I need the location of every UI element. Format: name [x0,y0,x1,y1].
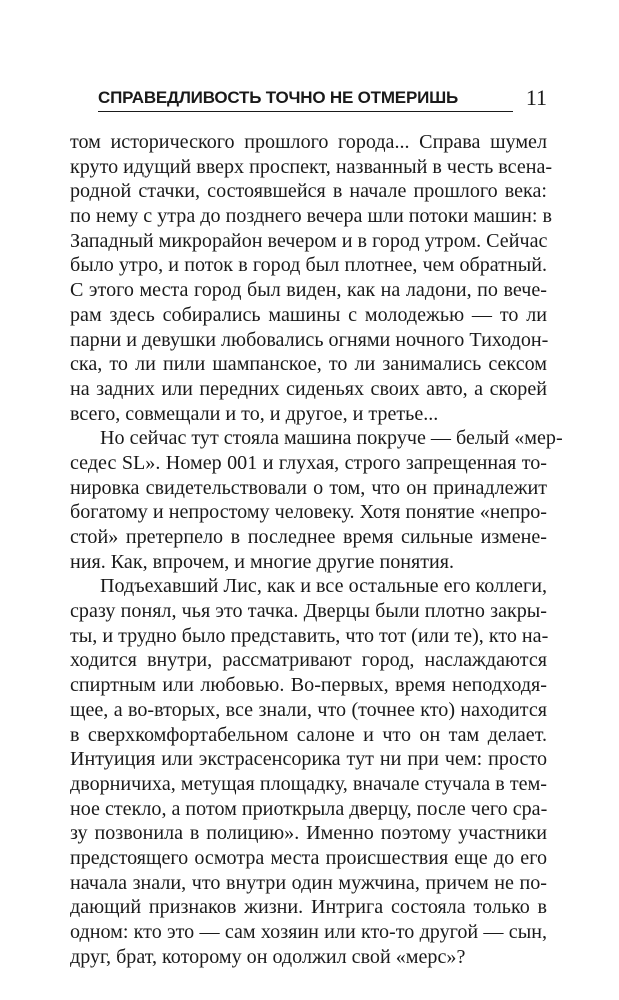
text-line: Интуиция или экстрасенсорика тут ни при чем: просто [70,748,547,771]
text-line: круто идущий вверх проспект, названный в честь всена- [70,155,553,178]
text-line: щее, а во-вторых, все знали, что (точнее кто) находится [70,698,547,721]
header-rule [98,111,513,112]
text-line: дворничиха, метущая площадку, вначале стучала в тем- [70,772,547,795]
text-line: парни и девушки любовались огнями ночного Тиходон- [70,328,549,351]
text-line: всего, совмещали и то, и другое, и третье... [70,402,439,425]
text-line: богатому и непростому человеку. Хотя понятие «непро- [70,501,547,524]
text-line: ты, и трудно было представить, что тот (или те), кто на- [70,624,549,647]
text-line: ное стекло, а потом приоткрыла дверцу, после чего сра- [70,797,548,820]
body-text [70,130,563,969]
text-line: зу позвонила в полицию». Именно поэтому участники [70,822,547,845]
text-line: том исторического прошлого города... Справа шумел [70,131,547,153]
text-line: спиртным или любовью. Во-первых, время неподходя- [70,674,547,697]
text-line: на задних или передних сиденьях своих авто, а скорей [70,377,547,400]
text-line: одном: кто это — сам хозяин или кто-то другой — сын, [70,921,547,943]
text-line: друг, брат, которому он одолжил свой «мерс»? [70,945,466,968]
paragraph-2 [70,426,563,574]
text-line: в сверхкомфортабельном салоне и что он там делает. [70,723,547,746]
text-line: ска, то ли пили шампанское, то ли занимались сексом [70,353,547,376]
text-line: дающий признаков жизни. Интрига состояла только в [70,896,547,919]
text-line: было утро, и поток в город был плотнее, чем обратный. [70,254,547,277]
text-line: С этого места город был виден, как на ладони, по вече- [70,279,547,302]
text-line: сразу понял, чья это тачка. Дверцы были плотно закры- [70,600,547,623]
text-line: седес SL». Номер 001 и глухая, строго запрещенная то- [70,451,547,474]
text-line: предстоящего осмотра места происшествия еще до его [70,846,547,869]
page-number: 11 [525,85,547,110]
text-line: Западный микрорайон вечером и в город утром. Сейчас [70,229,548,252]
text-line: начала знали, что внутри один мужчина, причем не по- [70,871,547,894]
paragraph-1 [70,130,553,426]
text-line: родной стачки, состоявшейся в начале прошлого века: [70,180,547,203]
text-line: Но сейчас тут стояла машина покруче — белый «мер- [100,427,563,450]
text-line: по нему с утра до позднего вечера шли потоки машин: в [70,205,552,228]
text-line: ния. Как, впрочем, и многие другие понятия. [70,550,455,573]
text-line: стой» претерпело в последнее время сильные измене- [70,526,547,548]
text-line: ходится внутри, рассматривают город, наслаждаются [70,649,547,672]
paragraph-3 [70,574,547,969]
running-title: СПРАВЕДЛИВОСТЬ ТОЧНО НЕ ОТМЕРИШЬ [98,88,459,107]
text-line: рам здесь собирались машины с молодежью — то ли [70,303,547,326]
running-header [70,85,549,114]
text-line: нировка свидетельствовали о том, что он принадлежит [70,476,547,499]
text-line: Подъехавший Лис, как и все остальные его коллеги, [100,575,547,598]
